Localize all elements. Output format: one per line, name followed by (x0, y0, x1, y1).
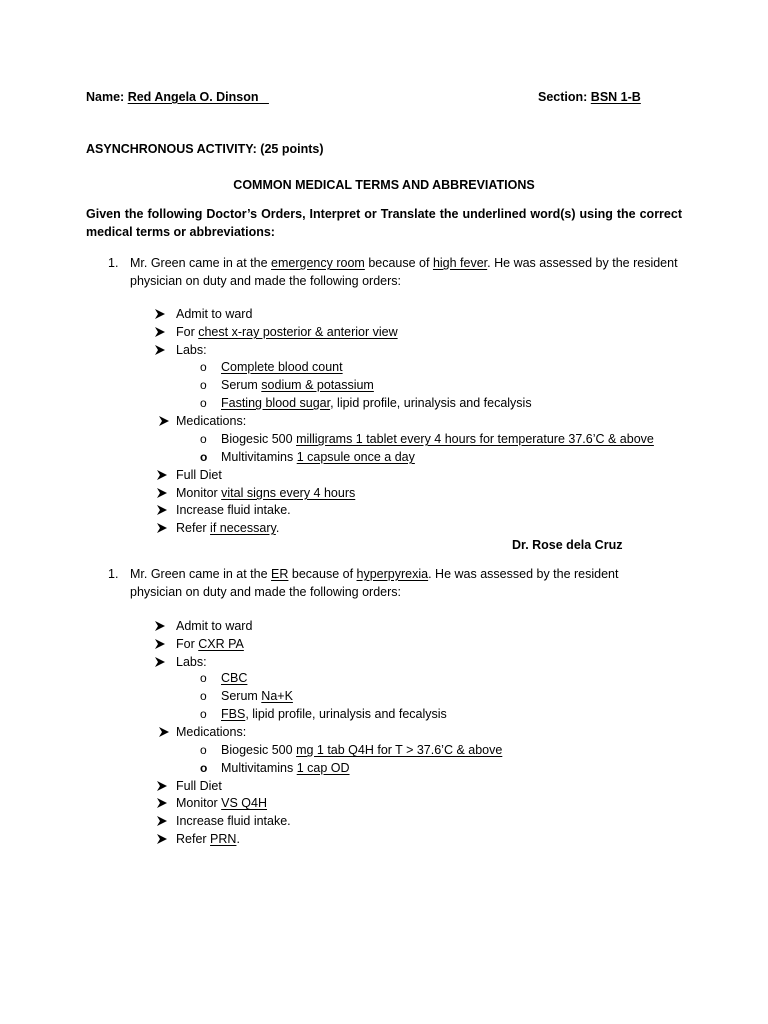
case2-med2-pre: Multivitamins (221, 761, 297, 775)
case1-monitor (176, 485, 355, 501)
arrowhead-bullet-icon (154, 654, 166, 670)
case2-refer-value: PRN (210, 832, 237, 846)
case2-med1-value: mg 1 tab Q4H for T > 37.6’C & above (296, 743, 503, 757)
case2-lab3-value: FBS (221, 707, 246, 721)
document-title: COMMON MEDICAL TERMS AND ABBREVIATIONS (233, 178, 535, 192)
case2-med2-value: 1 cap OD (296, 761, 350, 775)
case2-lab3-post: , lipid profile, urinalysis and fecalysis (245, 707, 447, 721)
case2-labs: Labs: (176, 655, 207, 669)
case2-intro-line2: physician on duty and made the following orders: (130, 585, 401, 599)
case1-lab2 (221, 377, 374, 393)
case2-admit: Admit to ward (176, 619, 253, 633)
case2-med1 (221, 742, 502, 758)
case2-fluids: Increase fluid intake. (176, 814, 291, 828)
case2-refer (176, 831, 240, 847)
name-label: Name: (86, 90, 125, 104)
section-line (538, 89, 641, 105)
arrowhead-bullet-icon (156, 520, 168, 536)
case2-intro-text: Mr. Green came in at the (130, 567, 272, 581)
case2-lab2-value: Na+K (261, 689, 293, 703)
case2-med2 (221, 760, 350, 776)
case2-monitor-value: VS Q4H (221, 796, 268, 810)
arrowhead-bullet-icon (158, 413, 170, 429)
case2-intro-underlined-2: hyperpyrexia (356, 567, 429, 581)
case1-intro-text-3: . He was assessed by the resident (487, 256, 678, 270)
case1-lab3-post: , lipid profile, urinalysis and fecalysis (330, 396, 532, 410)
case1-med1 (221, 431, 654, 447)
case1-lab2-value: sodium & potassium (261, 378, 374, 392)
case1-med1-pre: Biogesic 500 (221, 432, 297, 446)
circle-bullet-icon: o (200, 378, 207, 392)
circle-bullet-icon: o (200, 360, 207, 374)
case2-intro (130, 566, 618, 582)
circle-bullet-icon: o (200, 707, 207, 721)
arrowhead-bullet-icon (156, 813, 168, 829)
case1-diet: Full Diet (176, 468, 222, 482)
activity-title: ASYNCHRONOUS ACTIVITY: (25 points) (86, 142, 324, 156)
arrowhead-bullet-icon (156, 467, 168, 483)
case2-intro-underlined-1: ER (271, 567, 289, 581)
case2-intro-text-3: . He was assessed by the resident (428, 567, 619, 581)
case1-medications: Medications: (176, 414, 247, 428)
case1-for (176, 324, 398, 340)
circle-bullet-icon: o (200, 432, 207, 446)
case1-lab3 (221, 395, 532, 411)
case1-refer-value: if necessary (210, 521, 276, 535)
case2-medications: Medications: (176, 725, 247, 739)
case1-labs: Labs: (176, 343, 207, 357)
arrowhead-bullet-icon (156, 795, 168, 811)
section-value: BSN 1-B (590, 90, 641, 104)
case2-for-value: CXR PA (198, 637, 244, 651)
arrowhead-bullet-icon (156, 502, 168, 518)
arrowhead-bullet-icon (154, 306, 166, 322)
case1-intro-text-2: because of (364, 256, 433, 270)
case1-med2-pre: Multivitamins (221, 450, 297, 464)
case2-lab2 (221, 688, 293, 704)
case1-for-label: For (176, 325, 199, 339)
case2-monitor-pre: Monitor (176, 796, 222, 810)
arrowhead-bullet-icon (154, 324, 166, 340)
case1-refer-pre: Refer (176, 521, 211, 535)
name-line (86, 89, 269, 105)
arrowhead-bullet-icon (156, 778, 168, 794)
case1-number: 1. (108, 256, 119, 270)
circle-bullet-icon: o (200, 761, 208, 775)
case1-intro-underlined-1: emergency room (271, 256, 365, 270)
case2-intro-text-2: because of (288, 567, 357, 581)
circle-bullet-icon: o (200, 743, 207, 757)
arrowhead-bullet-icon (156, 831, 168, 847)
arrowhead-bullet-icon (154, 342, 166, 358)
case1-med2 (221, 449, 415, 465)
case2-lab3 (221, 706, 447, 722)
section-label: Section: (538, 90, 588, 104)
case2-for (176, 636, 244, 652)
case2-number: 1. (108, 567, 119, 581)
name-value: Red Angela O. Dinson (127, 90, 259, 104)
instructions: Given the following Doctor’s Orders, Interpret or Translate the underlined word(s) using the correct medical terms or abbreviations: (86, 207, 682, 239)
arrowhead-bullet-icon (154, 636, 166, 652)
case1-monitor-value: vital signs every 4 hours (221, 486, 356, 500)
case1-intro-text: Mr. Green came in at the (130, 256, 272, 270)
case2-lab1: CBC (221, 671, 248, 685)
arrowhead-bullet-icon (154, 618, 166, 634)
circle-bullet-icon: o (200, 450, 208, 464)
circle-bullet-icon: o (200, 396, 207, 410)
case2-diet: Full Diet (176, 779, 222, 793)
case1-lab2-pre: Serum (221, 378, 262, 392)
case2-for-label: For (176, 637, 199, 651)
case1-refer-post: . (275, 521, 280, 535)
case1-lab3-value: Fasting blood sugar (221, 396, 331, 410)
case2-lab2-pre: Serum (221, 689, 262, 703)
case2-monitor (176, 795, 267, 811)
arrowhead-bullet-icon (158, 724, 170, 740)
case1-monitor-pre: Monitor (176, 486, 222, 500)
circle-bullet-icon: o (200, 689, 207, 703)
case1-admit: Admit to ward (176, 307, 253, 321)
case2-refer-pre: Refer (176, 832, 211, 846)
case1-refer (176, 520, 279, 536)
case1-intro-underlined-2: high fever (432, 256, 488, 270)
case1-intro (130, 255, 678, 271)
case1-intro-line2: physician on duty and made the following orders: (130, 274, 401, 288)
case1-fluids: Increase fluid intake. (176, 503, 291, 517)
case1-med2-value: 1 capsule once a day (296, 450, 415, 464)
doctor-name: Dr. Rose dela Cruz (512, 538, 623, 552)
circle-bullet-icon: o (200, 671, 207, 685)
case2-med1-pre: Biogesic 500 (221, 743, 297, 757)
case1-for-value: chest x-ray posterior & anterior view (198, 325, 398, 339)
arrowhead-bullet-icon (156, 485, 168, 501)
case2-refer-post: . (236, 832, 240, 846)
case1-lab1: Complete blood count (221, 360, 343, 374)
case1-med1-value: milligrams 1 tablet every 4 hours for temperature 37.6’C & above (296, 432, 654, 446)
